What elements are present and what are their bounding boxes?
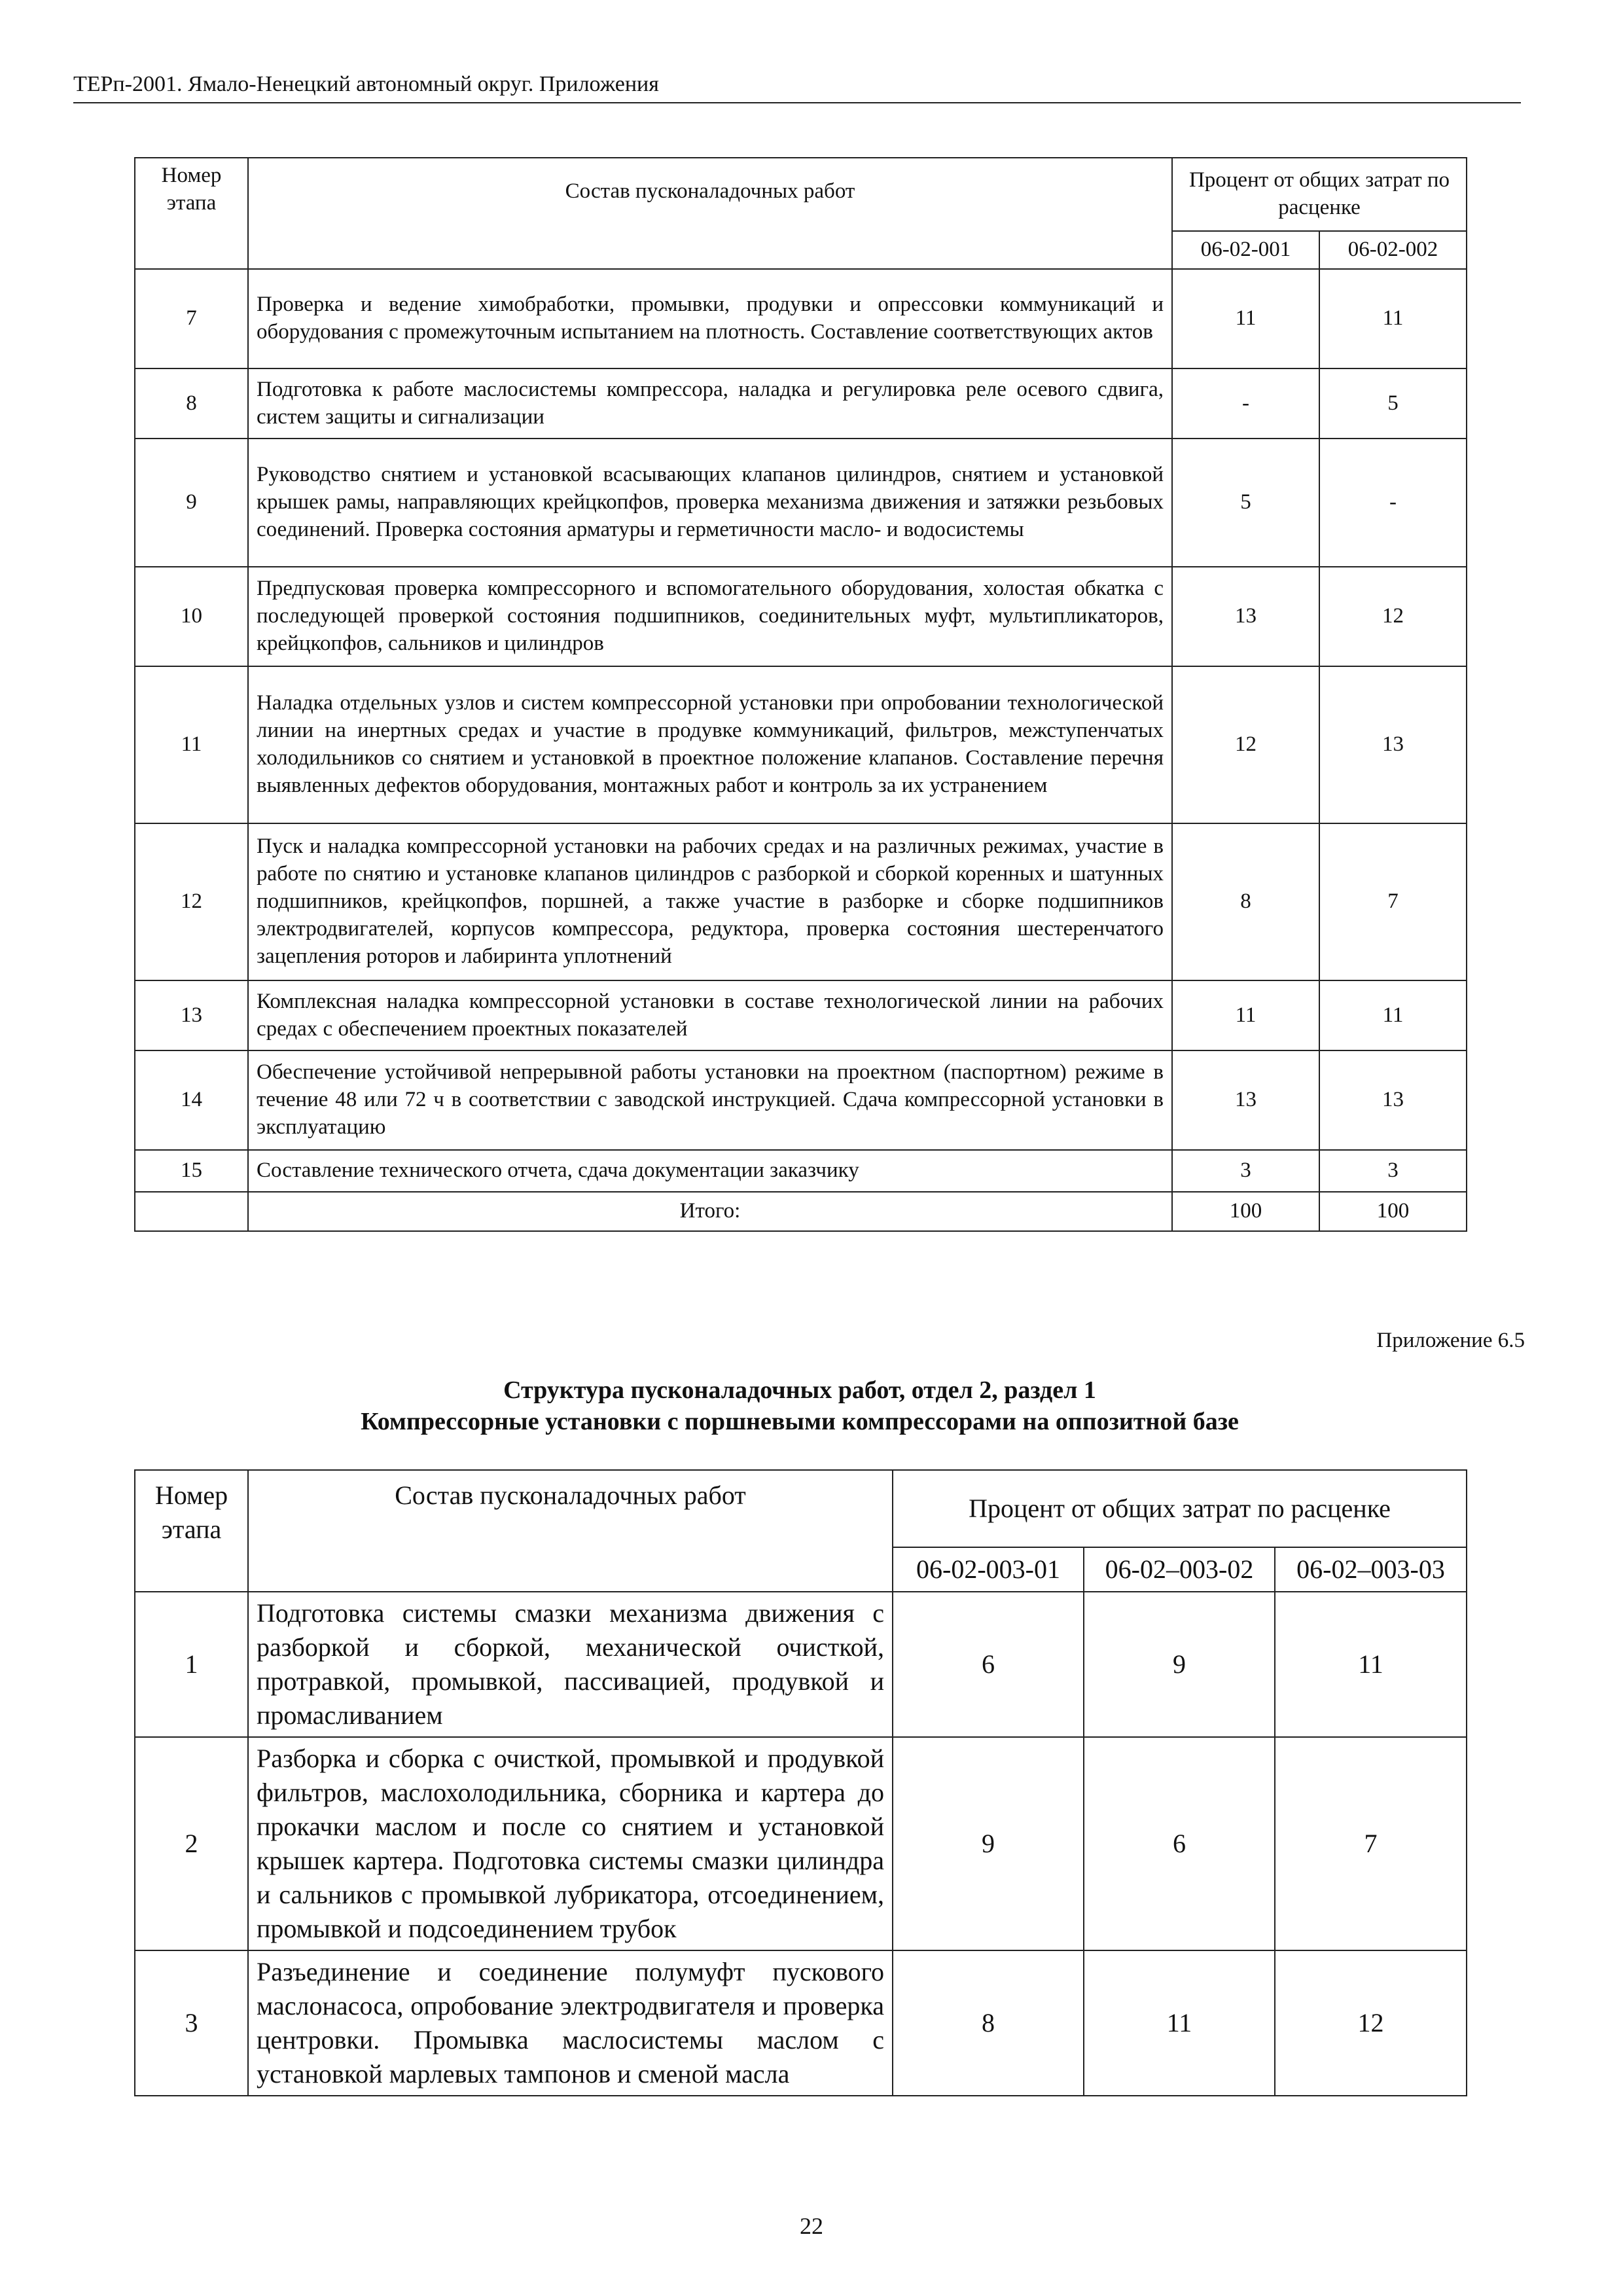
header-code: 06-02–003-03 xyxy=(1275,1547,1467,1592)
section-title-line-2: Компрессорные установки с поршневыми компрессорами на оппозитной базе xyxy=(361,1408,1239,1436)
percent-value: 7 xyxy=(1275,1737,1467,1950)
stage-number: 14 xyxy=(135,1050,248,1150)
stage-number: 7 xyxy=(135,269,248,368)
percent-value: 11 xyxy=(1172,980,1319,1050)
stage-number: 12 xyxy=(135,823,248,980)
percent-value: 9 xyxy=(893,1737,1084,1950)
stage-description: Составление технического отчета, сдача документации заказчику xyxy=(248,1150,1172,1192)
stage-description: Разборка и сборка с очисткой, промывкой и продувкой фильтров, маслохолодильника, сборника и картера до прокачки маслом и после со снятием и установкой крышек картера. Подготовка системы смазки цилиндра и сальников с промывкой лубрикатора, отсоединением, промывкой и подсоединением трубок xyxy=(248,1737,893,1950)
stages-table-piston-compressor xyxy=(134,1469,1467,2096)
table-row xyxy=(135,1150,1467,1192)
stage-description: Проверка и ведение химобработки, промывки, продувки и опрессовки коммуникаций и оборудования с промежуточным испытанием на плотность. Составление соответствующих актов xyxy=(248,269,1172,368)
header-stage-number: Номер этапа xyxy=(135,1470,248,1592)
percent-value: 11 xyxy=(1319,269,1467,368)
header-works: Состав пусконаладочных работ xyxy=(248,158,1172,269)
stage-number: 15 xyxy=(135,1150,248,1192)
stage-description: Пуск и наладка компрессорной установки на рабочих средах и на различных режимах, участие в работе по снятию и установке клапанов цилиндров с разборкой и сборкой коренных и шатунных подшипников, крейцкопфов, поршней, а также участие в разборке и сборке подшипников электродвигателей, корпусов компрессора, редуктора, проверка состояния шестеренчатого зацепления роторов и лабиринта уплотнений xyxy=(248,823,1172,980)
running-header: ТЕРп-2001. Ямало-Ненецкий автономный округ. Приложения xyxy=(73,72,1521,103)
percent-value: 11 xyxy=(1319,980,1467,1050)
percent-value: 12 xyxy=(1172,666,1319,823)
table-row xyxy=(135,1592,1467,1737)
stage-number: 3 xyxy=(135,1950,248,2096)
table-row xyxy=(135,439,1467,567)
appendix-label: Приложение 6.5 xyxy=(1376,1329,1525,1352)
total-row xyxy=(135,1192,1467,1231)
total-value: 100 xyxy=(1319,1192,1467,1231)
stage-number: 8 xyxy=(135,368,248,439)
stage-description: Обеспечение устойчивой непрерывной работы установки на проектном (паспортном) режиме в течение 48 или 72 ч в соответствии с заводской инструкцией. Сдача компрессорной установки в эксплуатацию xyxy=(248,1050,1172,1150)
table-row xyxy=(135,1050,1467,1150)
percent-value: 13 xyxy=(1172,1050,1319,1150)
table-row xyxy=(135,1737,1467,1950)
percent-value: 3 xyxy=(1172,1150,1319,1192)
stage-description: Подготовка к работе маслосистемы компрессора, наладка и регулировка реле осевого сдвига, систем защиты и сигнализации xyxy=(248,368,1172,439)
stage-number: 13 xyxy=(135,980,248,1050)
empty-cell xyxy=(135,1192,248,1231)
total-value: 100 xyxy=(1172,1192,1319,1231)
percent-value: - xyxy=(1172,368,1319,439)
header-percent: Процент от общих затрат по расценке xyxy=(1172,158,1467,231)
section-title xyxy=(73,1374,1526,1438)
table-row xyxy=(135,269,1467,368)
header-code: 06-02-001 xyxy=(1172,231,1319,269)
stage-description: Руководство снятием и установкой всасывающих клапанов цилиндров, снятием и установкой крышек рамы, направляющих крейцкопфов, проверка механизма движения и затяжки резьбовых соединений. Проверка состояния арматуры и герметичности масло- и водосистемы xyxy=(248,439,1172,567)
percent-value: 13 xyxy=(1319,666,1467,823)
table-row xyxy=(135,368,1467,439)
stage-description: Разъединение и соединение полумуфт пускового маслонасоса, опробование электродвигателя и проверка центровки. Промывка маслосистемы маслом с установкой марлевых тампонов и сменой масла xyxy=(248,1950,893,2096)
stage-number: 10 xyxy=(135,567,248,666)
table-row xyxy=(135,823,1467,980)
percent-value: 9 xyxy=(1084,1592,1275,1737)
percent-value: 5 xyxy=(1172,439,1319,567)
percent-value: 12 xyxy=(1319,567,1467,666)
stage-description: Подготовка системы смазки механизма движения с разборкой и сборкой, механической очисткой, протравкой, промывкой, пассивацией, продувкой и промасливанием xyxy=(248,1592,893,1737)
percent-value: 3 xyxy=(1319,1150,1467,1192)
table-row xyxy=(135,567,1467,666)
header-works: Состав пусконаладочных работ xyxy=(248,1470,893,1592)
percent-value: 8 xyxy=(1172,823,1319,980)
percent-value: 8 xyxy=(893,1950,1084,2096)
section-title-line-1: Структура пусконаладочных работ, отдел 2, раздел 1 xyxy=(503,1376,1096,1404)
stage-description: Предпусковая проверка компрессорного и вспомогательного оборудования, холостая обкатка с последующей проверкой состояния подшипников, соединительных муфт, мультипликаторов, крейцкопфов, сальников и цилиндров xyxy=(248,567,1172,666)
stage-number: 9 xyxy=(135,439,248,567)
percent-value: - xyxy=(1319,439,1467,567)
percent-value: 6 xyxy=(893,1592,1084,1737)
table-row xyxy=(135,980,1467,1050)
percent-value: 11 xyxy=(1172,269,1319,368)
table-row xyxy=(135,666,1467,823)
header-percent: Процент от общих затрат по расценке xyxy=(893,1470,1467,1547)
stage-description: Комплексная наладка компрессорной установки в составе технологической линии на рабочих средах с обеспечением проектных показателей xyxy=(248,980,1172,1050)
stages-table-compressor xyxy=(134,157,1467,1232)
percent-value: 7 xyxy=(1319,823,1467,980)
percent-value: 12 xyxy=(1275,1950,1467,2096)
total-label: Итого: xyxy=(248,1192,1172,1231)
header-code: 06-02-003-01 xyxy=(893,1547,1084,1592)
header-stage-number: Номер этапа xyxy=(135,158,248,269)
percent-value: 6 xyxy=(1084,1737,1275,1950)
header-code: 06-02-002 xyxy=(1319,231,1467,269)
percent-value: 13 xyxy=(1172,567,1319,666)
percent-value: 11 xyxy=(1084,1950,1275,2096)
stage-number: 11 xyxy=(135,666,248,823)
percent-value: 5 xyxy=(1319,368,1467,439)
stage-number: 2 xyxy=(135,1737,248,1950)
percent-value: 13 xyxy=(1319,1050,1467,1150)
percent-value: 11 xyxy=(1275,1592,1467,1737)
stage-description: Наладка отдельных узлов и систем компрессорной установки при опробовании технологической линии на инертных средах и участие в продувке коммуникаций, фильтров, межступенчатых холодильников со снятием и установкой в проектное положение клапанов. Составление перечня выявленных дефектов оборудования, монтажных работ и контроль за их устранением xyxy=(248,666,1172,823)
table-row xyxy=(135,1950,1467,2096)
stage-number: 1 xyxy=(135,1592,248,1737)
page-number: 22 xyxy=(800,2213,823,2239)
header-code: 06-02–003-02 xyxy=(1084,1547,1275,1592)
